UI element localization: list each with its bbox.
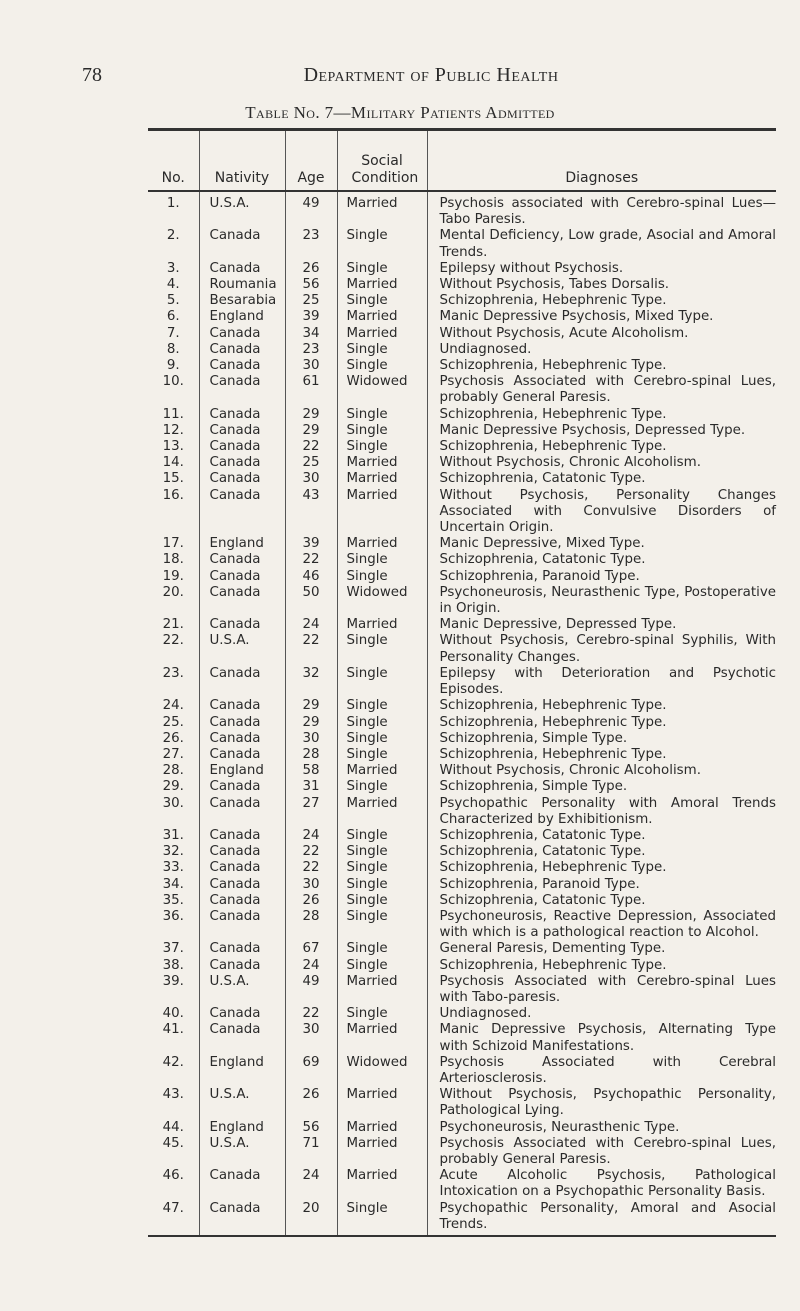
cell-no: 37. bbox=[148, 941, 199, 957]
cell-diagnosis: Psychosis associated with Cerebro-spinal Lues—Tabo Paresis. bbox=[439, 196, 776, 228]
cell-diagnosis: Schizophrenia, Paranoid Type. bbox=[439, 568, 640, 584]
cell-age: 32 bbox=[285, 666, 337, 698]
cell-no: 26. bbox=[148, 731, 199, 747]
table-row bbox=[148, 488, 776, 537]
cell-age: 56 bbox=[285, 277, 337, 293]
cell-age: 39 bbox=[285, 536, 337, 552]
cell-social-condition: Single bbox=[337, 633, 427, 665]
cell-nativity: Canada bbox=[199, 439, 285, 455]
cell-social-condition: Married bbox=[337, 617, 427, 633]
cell-nativity: Canada bbox=[199, 423, 285, 439]
table-row bbox=[148, 374, 776, 406]
table-row bbox=[148, 536, 776, 552]
cell-social-condition: Single bbox=[337, 844, 427, 860]
cell-nativity: Canada bbox=[199, 958, 285, 974]
cell-nativity: Canada bbox=[199, 828, 285, 844]
cell-nativity: England bbox=[199, 536, 285, 552]
cell-nativity: Canada bbox=[199, 374, 285, 406]
cell-age: 58 bbox=[285, 763, 337, 779]
cell-no: 36. bbox=[148, 909, 199, 941]
cell-age: 22 bbox=[285, 552, 337, 568]
table-row bbox=[148, 358, 776, 374]
cell-nativity: Canada bbox=[199, 552, 285, 568]
cell-no: 16. bbox=[148, 488, 199, 537]
cell-social-condition: Married bbox=[337, 974, 427, 1006]
cell-age: 22 bbox=[285, 1006, 337, 1022]
table-row bbox=[148, 1006, 776, 1022]
cell-nativity: Canada bbox=[199, 471, 285, 487]
cell-age: 23 bbox=[285, 228, 337, 260]
cell-age: 28 bbox=[285, 909, 337, 941]
cell-social-condition: Single bbox=[337, 293, 427, 309]
table-row bbox=[148, 1201, 776, 1235]
cell-no: 8. bbox=[148, 342, 199, 358]
running-head: Department of Public Health bbox=[303, 64, 559, 86]
cell-no: 23. bbox=[148, 666, 199, 698]
cell-social-condition: Single bbox=[337, 877, 427, 893]
table-row bbox=[148, 455, 776, 471]
table-row bbox=[148, 552, 776, 568]
table-row bbox=[148, 228, 776, 260]
cell-nativity: Canada bbox=[199, 407, 285, 423]
cell-diagnosis: Psychosis Associated with Cerebral Arteriosclerosis. bbox=[439, 1054, 776, 1086]
cell-social-condition: Single bbox=[337, 860, 427, 876]
cell-nativity: Canada bbox=[199, 326, 285, 342]
cell-nativity: U.S.A. bbox=[199, 1136, 285, 1168]
cell-age: 30 bbox=[285, 731, 337, 747]
cell-no: 45. bbox=[148, 1136, 199, 1168]
header-diagnoses: Diagnoses bbox=[427, 131, 776, 191]
cell-social-condition: Single bbox=[337, 423, 427, 439]
cell-no: 25. bbox=[148, 715, 199, 731]
cell-nativity: Besarabia bbox=[199, 293, 285, 309]
table-row bbox=[148, 715, 776, 731]
page-number: 78 bbox=[82, 64, 102, 86]
patients-table-container bbox=[148, 128, 776, 1237]
cell-nativity: Canada bbox=[199, 877, 285, 893]
cell-no: 47. bbox=[148, 1201, 199, 1235]
cell-no: 5. bbox=[148, 293, 199, 309]
table-row bbox=[148, 796, 776, 828]
table-row bbox=[148, 941, 776, 957]
cell-social-condition: Single bbox=[337, 1201, 427, 1235]
table-row bbox=[148, 974, 776, 1006]
cell-age: 23 bbox=[285, 342, 337, 358]
cell-diagnosis: Without Psychosis, Psychopathic Personality, Pathological Lying. bbox=[439, 1087, 776, 1119]
cell-age: 31 bbox=[285, 779, 337, 795]
cell-social-condition: Married bbox=[337, 277, 427, 293]
cell-nativity: U.S.A. bbox=[199, 633, 285, 665]
cell-no: 7. bbox=[148, 326, 199, 342]
cell-diagnosis: Without Psychosis, Personality Changes Associated with Convulsive Disorders of Uncertain Origin. bbox=[439, 487, 776, 536]
cell-diagnosis: Schizophrenia, Hebephrenic Type. bbox=[439, 860, 667, 876]
cell-age: 30 bbox=[285, 358, 337, 374]
header-no: No. bbox=[148, 131, 199, 191]
cell-age: 29 bbox=[285, 423, 337, 439]
table-row bbox=[148, 763, 776, 779]
cell-age: 34 bbox=[285, 326, 337, 342]
table-row bbox=[148, 342, 776, 358]
cell-social-condition: Married bbox=[337, 796, 427, 828]
cell-social-condition: Single bbox=[337, 698, 427, 714]
table-row bbox=[148, 731, 776, 747]
cell-nativity: Canada bbox=[199, 941, 285, 957]
cell-social-condition: Single bbox=[337, 666, 427, 698]
cell-diagnosis: Schizophrenia, Hebephrenic Type. bbox=[439, 358, 667, 374]
table-row bbox=[148, 585, 776, 617]
cell-no: 32. bbox=[148, 844, 199, 860]
cell-no: 10. bbox=[148, 374, 199, 406]
cell-no: 29. bbox=[148, 779, 199, 795]
table-row bbox=[148, 261, 776, 277]
cell-age: 61 bbox=[285, 374, 337, 406]
cell-nativity: Canada bbox=[199, 1022, 285, 1054]
cell-diagnosis: Manic Depressive Psychosis, Mixed Type. bbox=[439, 309, 714, 325]
header-nativity: Nativity bbox=[199, 131, 285, 191]
cell-age: 22 bbox=[285, 860, 337, 876]
cell-diagnosis: Acute Alcoholic Psychosis, Pathological Intoxication on a Psychopathic Personality Basis. bbox=[439, 1168, 776, 1200]
cell-nativity: Canada bbox=[199, 228, 285, 260]
cell-nativity: Canada bbox=[199, 569, 285, 585]
cell-social-condition: Married bbox=[337, 763, 427, 779]
cell-social-condition: Widowed bbox=[337, 585, 427, 617]
cell-nativity: England bbox=[199, 1055, 285, 1087]
cell-no: 34. bbox=[148, 877, 199, 893]
table-row bbox=[148, 1087, 776, 1119]
cell-diagnosis: Epilepsy with Deterioration and Psychotic Episodes. bbox=[439, 665, 776, 698]
cell-diagnosis: Schizophrenia, Hebephrenic Type. bbox=[439, 406, 667, 422]
cell-age: 69 bbox=[285, 1055, 337, 1087]
cell-diagnosis: Without Psychosis, Cerebro-spinal Syphilis, With Personality Changes. bbox=[439, 633, 776, 665]
cell-social-condition: Single bbox=[337, 958, 427, 974]
cell-nativity: Canada bbox=[199, 617, 285, 633]
cell-age: 50 bbox=[285, 585, 337, 617]
cell-social-condition: Single bbox=[337, 909, 427, 941]
cell-no: 21. bbox=[148, 617, 199, 633]
cell-no: 1. bbox=[148, 191, 199, 228]
cell-nativity: Canada bbox=[199, 1201, 285, 1235]
cell-diagnosis: Manic Depressive, Mixed Type. bbox=[439, 536, 645, 552]
table-row bbox=[148, 779, 776, 795]
table-row bbox=[148, 1022, 776, 1054]
cell-diagnosis: Manic Depressive, Depressed Type. bbox=[439, 617, 677, 633]
cell-diagnosis: Without Psychosis, Chronic Alcoholism. bbox=[439, 455, 701, 471]
cell-no: 42. bbox=[148, 1055, 199, 1087]
table-row bbox=[148, 617, 776, 633]
cell-diagnosis: Psychopathic Personality with Amoral Trends Characterized by Exhibitionism. bbox=[439, 795, 776, 827]
cell-diagnosis: Schizophrenia, Hebephrenic Type. bbox=[439, 714, 667, 730]
cell-diagnosis: Psychosis Associated with Cerebro-spinal Lues, probably General Paresis. bbox=[439, 374, 776, 406]
cell-age: 46 bbox=[285, 569, 337, 585]
cell-no: 13. bbox=[148, 439, 199, 455]
cell-social-condition: Single bbox=[337, 358, 427, 374]
cell-social-condition: Single bbox=[337, 342, 427, 358]
cell-social-condition: Married bbox=[337, 1120, 427, 1136]
cell-nativity: Canada bbox=[199, 666, 285, 698]
table-row bbox=[148, 423, 776, 439]
cell-age: 30 bbox=[285, 471, 337, 487]
cell-diagnosis: Schizophrenia, Hebephrenic Type. bbox=[439, 957, 667, 973]
table-row bbox=[148, 569, 776, 585]
cell-no: 18. bbox=[148, 552, 199, 568]
cell-diagnosis: Schizophrenia, Paranoid Type. bbox=[439, 876, 640, 892]
cell-diagnosis: Manic Depressive Psychosis, Alternating Type with Schizoid Manifestations. bbox=[439, 1022, 776, 1054]
cell-no: 24. bbox=[148, 698, 199, 714]
cell-social-condition: Married bbox=[337, 536, 427, 552]
cell-no: 44. bbox=[148, 1120, 199, 1136]
cell-no: 22. bbox=[148, 633, 199, 665]
table-row bbox=[148, 698, 776, 714]
cell-age: 39 bbox=[285, 309, 337, 325]
cell-diagnosis: Schizophrenia, Hebephrenic Type. bbox=[439, 439, 667, 455]
cell-no: 40. bbox=[148, 1006, 199, 1022]
cell-nativity: Roumania bbox=[199, 277, 285, 293]
cell-diagnosis: Psychopathic Personality, Amoral and Asocial Trends. bbox=[439, 1200, 776, 1232]
cell-diagnosis: Schizophrenia, Simple Type. bbox=[439, 779, 628, 795]
cell-social-condition: Single bbox=[337, 941, 427, 957]
table-row bbox=[148, 909, 776, 941]
cell-diagnosis: Undiagnosed. bbox=[439, 1006, 532, 1022]
cell-no: 31. bbox=[148, 828, 199, 844]
cell-social-condition: Single bbox=[337, 715, 427, 731]
cell-age: 22 bbox=[285, 633, 337, 665]
table-row bbox=[148, 326, 776, 342]
header-social-condition: Social Condition bbox=[337, 131, 427, 191]
cell-no: 3. bbox=[148, 261, 199, 277]
cell-age: 28 bbox=[285, 747, 337, 763]
cell-no: 17. bbox=[148, 536, 199, 552]
cell-nativity: Canada bbox=[199, 1168, 285, 1200]
cell-age: 26 bbox=[285, 1087, 337, 1119]
cell-social-condition: Married bbox=[337, 1022, 427, 1054]
cell-no: 27. bbox=[148, 747, 199, 763]
table-title: Table No. 7—Military Patients Admitted bbox=[245, 103, 555, 122]
cell-diagnosis: Schizophrenia, Catatonic Type. bbox=[439, 552, 646, 568]
cell-age: 26 bbox=[285, 261, 337, 277]
cell-no: 43. bbox=[148, 1087, 199, 1119]
cell-age: 24 bbox=[285, 958, 337, 974]
cell-age: 49 bbox=[285, 191, 337, 228]
cell-age: 43 bbox=[285, 488, 337, 537]
cell-age: 25 bbox=[285, 293, 337, 309]
cell-age: 29 bbox=[285, 407, 337, 423]
cell-nativity: U.S.A. bbox=[199, 974, 285, 1006]
cell-social-condition: Married bbox=[337, 1136, 427, 1168]
cell-no: 19. bbox=[148, 569, 199, 585]
cell-diagnosis: Undiagnosed. bbox=[439, 341, 532, 357]
page-header bbox=[82, 64, 760, 88]
cell-no: 15. bbox=[148, 471, 199, 487]
table-row bbox=[148, 471, 776, 487]
cell-nativity: England bbox=[199, 1120, 285, 1136]
cell-social-condition: Married bbox=[337, 455, 427, 471]
cell-social-condition: Single bbox=[337, 747, 427, 763]
cell-diagnosis: Psychoneurosis, Reactive Depression, Associated with which is a pathological reaction to Alcohol. bbox=[439, 908, 776, 941]
cell-age: 71 bbox=[285, 1136, 337, 1168]
cell-diagnosis: Mental Deficiency, Low grade, Asocial and Amoral Trends. bbox=[439, 228, 776, 260]
cell-nativity: Canada bbox=[199, 731, 285, 747]
table-body bbox=[148, 191, 776, 1235]
cell-diagnosis: Schizophrenia, Hebephrenic Type. bbox=[439, 746, 667, 762]
cell-social-condition: Single bbox=[337, 731, 427, 747]
table-row bbox=[148, 877, 776, 893]
cell-social-condition: Married bbox=[337, 471, 427, 487]
cell-nativity: Canada bbox=[199, 909, 285, 941]
cell-no: 30. bbox=[148, 796, 199, 828]
cell-diagnosis: Schizophrenia, Hebephrenic Type. bbox=[439, 293, 667, 309]
cell-age: 49 bbox=[285, 974, 337, 1006]
table-row bbox=[148, 958, 776, 974]
table-row bbox=[148, 1168, 776, 1200]
cell-no: 11. bbox=[148, 407, 199, 423]
cell-no: 38. bbox=[148, 958, 199, 974]
cell-nativity: Canada bbox=[199, 715, 285, 731]
patients-table bbox=[148, 131, 776, 1235]
cell-age: 29 bbox=[285, 715, 337, 731]
cell-no: 33. bbox=[148, 860, 199, 876]
cell-social-condition: Single bbox=[337, 779, 427, 795]
cell-nativity: U.S.A. bbox=[199, 1087, 285, 1119]
cell-social-condition: Married bbox=[337, 1168, 427, 1200]
table-row bbox=[148, 1120, 776, 1136]
table-row bbox=[148, 309, 776, 325]
cell-diagnosis: Schizophrenia, Simple Type. bbox=[439, 730, 628, 746]
cell-diagnosis: Schizophrenia, Hebephrenic Type. bbox=[439, 698, 667, 714]
cell-nativity: Canada bbox=[199, 747, 285, 763]
cell-social-condition: Single bbox=[337, 439, 427, 455]
table-row bbox=[148, 1055, 776, 1087]
cell-nativity: Canada bbox=[199, 488, 285, 537]
cell-social-condition: Single bbox=[337, 228, 427, 260]
table-row bbox=[148, 277, 776, 293]
cell-age: 67 bbox=[285, 941, 337, 957]
cell-no: 41. bbox=[148, 1022, 199, 1054]
cell-age: 30 bbox=[285, 877, 337, 893]
cell-no: 4. bbox=[148, 277, 199, 293]
cell-no: 20. bbox=[148, 585, 199, 617]
cell-no: 6. bbox=[148, 309, 199, 325]
cell-no: 12. bbox=[148, 423, 199, 439]
cell-diagnosis: Without Psychosis, Chronic Alcoholism. bbox=[439, 763, 701, 779]
cell-diagnosis: Without Psychosis, Acute Alcoholism. bbox=[439, 325, 689, 341]
cell-nativity: Canada bbox=[199, 893, 285, 909]
cell-social-condition: Single bbox=[337, 893, 427, 909]
cell-nativity: Canada bbox=[199, 698, 285, 714]
cell-nativity: Canada bbox=[199, 261, 285, 277]
cell-nativity: U.S.A. bbox=[199, 191, 285, 228]
cell-social-condition: Widowed bbox=[337, 374, 427, 406]
cell-nativity: Canada bbox=[199, 342, 285, 358]
cell-no: 39. bbox=[148, 974, 199, 1006]
cell-social-condition: Single bbox=[337, 407, 427, 423]
cell-age: 24 bbox=[285, 1168, 337, 1200]
table-header-row bbox=[148, 131, 776, 191]
cell-diagnosis: Psychosis Associated with Cerebro-spinal Lues, probably General Paresis. bbox=[439, 1135, 776, 1167]
cell-social-condition: Single bbox=[337, 828, 427, 844]
cell-nativity: England bbox=[199, 763, 285, 779]
cell-diagnosis: Manic Depressive Psychosis, Depressed Type. bbox=[439, 422, 746, 438]
cell-social-condition: Married bbox=[337, 1087, 427, 1119]
cell-age: 27 bbox=[285, 796, 337, 828]
cell-age: 24 bbox=[285, 828, 337, 844]
cell-nativity: England bbox=[199, 309, 285, 325]
cell-age: 22 bbox=[285, 844, 337, 860]
cell-nativity: Canada bbox=[199, 844, 285, 860]
header-age: Age bbox=[285, 131, 337, 191]
cell-social-condition: Single bbox=[337, 569, 427, 585]
cell-age: 22 bbox=[285, 439, 337, 455]
cell-social-condition: Single bbox=[337, 1006, 427, 1022]
table-row bbox=[148, 828, 776, 844]
cell-no: 28. bbox=[148, 763, 199, 779]
table-row bbox=[148, 844, 776, 860]
cell-diagnosis: General Paresis, Dementing Type. bbox=[439, 941, 666, 957]
cell-age: 26 bbox=[285, 893, 337, 909]
cell-nativity: Canada bbox=[199, 585, 285, 617]
cell-age: 56 bbox=[285, 1120, 337, 1136]
cell-nativity: Canada bbox=[199, 860, 285, 876]
table-row bbox=[148, 633, 776, 665]
cell-nativity: Canada bbox=[199, 358, 285, 374]
cell-no: 9. bbox=[148, 358, 199, 374]
table-row bbox=[148, 439, 776, 455]
table-row bbox=[148, 860, 776, 876]
cell-nativity: Canada bbox=[199, 455, 285, 471]
cell-diagnosis: Epilepsy without Psychosis. bbox=[439, 260, 624, 276]
cell-nativity: Canada bbox=[199, 1006, 285, 1022]
table-row bbox=[148, 747, 776, 763]
cell-diagnosis: Psychoneurosis, Neurasthenic Type, Postoperative in Origin. bbox=[439, 584, 776, 617]
cell-diagnosis: Psychosis Associated with Cerebro-spinal Lues with Tabo-paresis. bbox=[439, 973, 776, 1005]
cell-age: 20 bbox=[285, 1201, 337, 1235]
cell-social-condition: Single bbox=[337, 261, 427, 277]
table-row bbox=[148, 666, 776, 698]
cell-no: 46. bbox=[148, 1168, 199, 1200]
table-row bbox=[148, 1136, 776, 1168]
cell-age: 29 bbox=[285, 698, 337, 714]
cell-diagnosis: Without Psychosis, Tabes Dorsalis. bbox=[439, 277, 670, 293]
cell-diagnosis: Schizophrenia, Catatonic Type. bbox=[439, 844, 646, 860]
table-row bbox=[148, 407, 776, 423]
cell-diagnosis: Schizophrenia, Catatonic Type. bbox=[439, 827, 646, 843]
cell-nativity: Canada bbox=[199, 796, 285, 828]
cell-social-condition: Married bbox=[337, 326, 427, 342]
table-row bbox=[148, 893, 776, 909]
cell-no: 2. bbox=[148, 228, 199, 260]
table-row bbox=[148, 293, 776, 309]
cell-social-condition: Widowed bbox=[337, 1055, 427, 1087]
cell-age: 30 bbox=[285, 1022, 337, 1054]
cell-age: 24 bbox=[285, 617, 337, 633]
cell-social-condition: Married bbox=[337, 488, 427, 537]
cell-social-condition: Married bbox=[337, 309, 427, 325]
cell-diagnosis: Schizophrenia, Catatonic Type. bbox=[439, 892, 646, 908]
cell-social-condition: Married bbox=[337, 191, 427, 228]
cell-no: 35. bbox=[148, 893, 199, 909]
table-row bbox=[148, 191, 776, 228]
cell-no: 14. bbox=[148, 455, 199, 471]
cell-nativity: Canada bbox=[199, 779, 285, 795]
cell-social-condition: Single bbox=[337, 552, 427, 568]
cell-age: 25 bbox=[285, 455, 337, 471]
cell-diagnosis: Schizophrenia, Catatonic Type. bbox=[439, 471, 646, 487]
cell-diagnosis: Psychoneurosis, Neurasthenic Type. bbox=[439, 1119, 680, 1135]
